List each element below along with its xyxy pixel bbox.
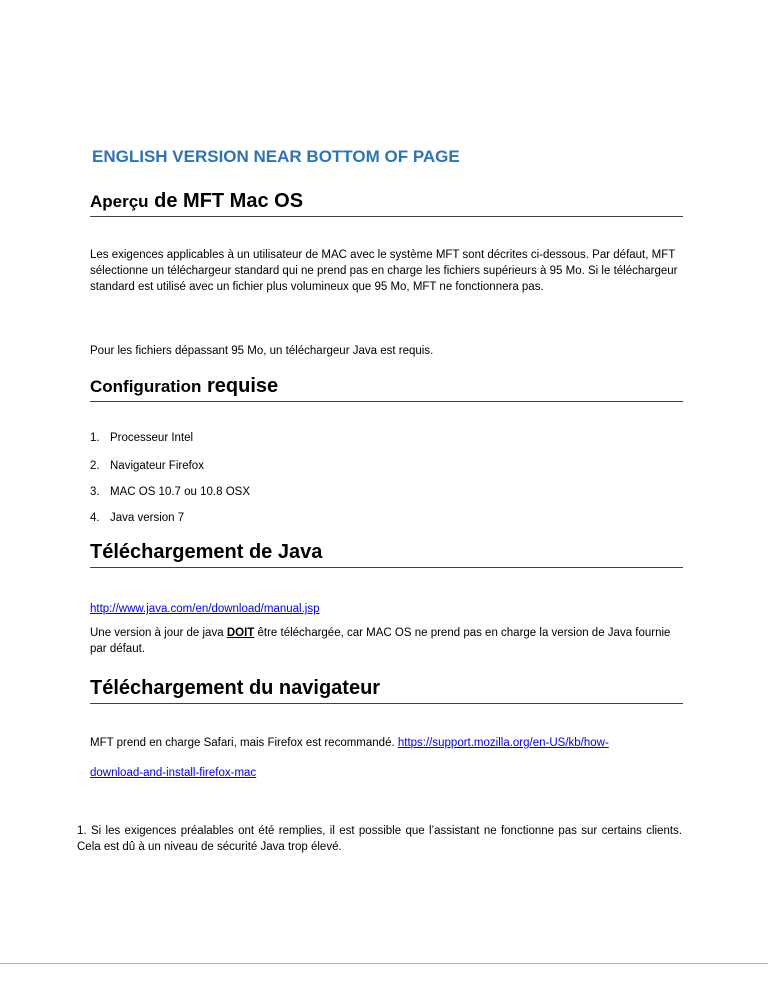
list-item-number: 4.	[90, 512, 100, 524]
page-bottom-divider	[0, 963, 768, 964]
list-item-text: Processeur Intel	[110, 432, 194, 444]
firefox-support-link-continued[interactable]: download-and-install-firefox-mac	[90, 767, 257, 779]
java-download-paragraph	[90, 625, 680, 657]
list-item	[90, 486, 250, 498]
list-item-number: 3.	[90, 486, 100, 498]
requirements-heading-small: Configuration	[90, 377, 202, 396]
list-item	[90, 460, 204, 472]
browser-download-text: MFT prend en charge Safari, mais Firefox est recommandé.	[90, 737, 398, 749]
overview-heading-small: Aperçu	[90, 192, 149, 211]
list-item	[90, 432, 193, 444]
list-item-text: Java version 7	[110, 512, 185, 524]
list-item-text: MAC OS 10.7 ou 10.8 OSX	[110, 486, 250, 498]
footnote: 1. Si les exigences préalables ont été remplies, il est possible que l’assistant ne fonctionne pas sur certains clients. Cela est dû à un niveau de sécurité Java trop élevé.	[77, 825, 682, 853]
requirements-heading	[90, 375, 683, 402]
overview-heading-large: de MFT Mac OS	[148, 190, 304, 212]
java-required-paragraph: Pour les fichiers dépassant 95 Mo, un téléchargeur Java est requis.	[90, 345, 434, 357]
list-item-number: 2.	[90, 460, 100, 472]
java-text-emphasis: DOIT	[226, 627, 255, 639]
browser-download-text-line	[90, 735, 680, 751]
list-item	[90, 512, 184, 524]
overview-paragraph: Les exigences applicables à un utilisateur de MAC avec le système MFT sont décrites ci-dessous. Par défaut, MFT sélectionne un téléchargeur standard qui ne prend pas en charge les fichiers supérieurs à 95 Mo. Si le téléchargeur standard est utilisé avec un fichier plus volumineux que 95 Mo, MFT ne fonctionnera pas.	[90, 249, 678, 293]
java-text-before: Une version à jour de java	[90, 627, 227, 639]
java-text-after: être téléchargée, car MAC OS ne prend pas en charge la version de Java fournie par défaut.	[90, 627, 671, 655]
overview-heading	[90, 190, 683, 217]
list-item-text: Navigateur Firefox	[110, 460, 204, 472]
java-download-link[interactable]: http://www.java.com/en/download/manual.jsp	[90, 603, 320, 615]
requirements-heading-large: requise	[201, 375, 279, 397]
java-download-heading: Téléchargement de Java	[90, 541, 683, 568]
browser-download-heading: Téléchargement du navigateur	[90, 677, 683, 704]
firefox-support-link[interactable]: https://support.mozilla.org/en-US/kb/how-	[397, 737, 609, 749]
list-item-number: 1.	[90, 432, 100, 444]
english-version-banner: ENGLISH VERSION NEAR BOTTOM OF PAGE	[92, 147, 460, 166]
